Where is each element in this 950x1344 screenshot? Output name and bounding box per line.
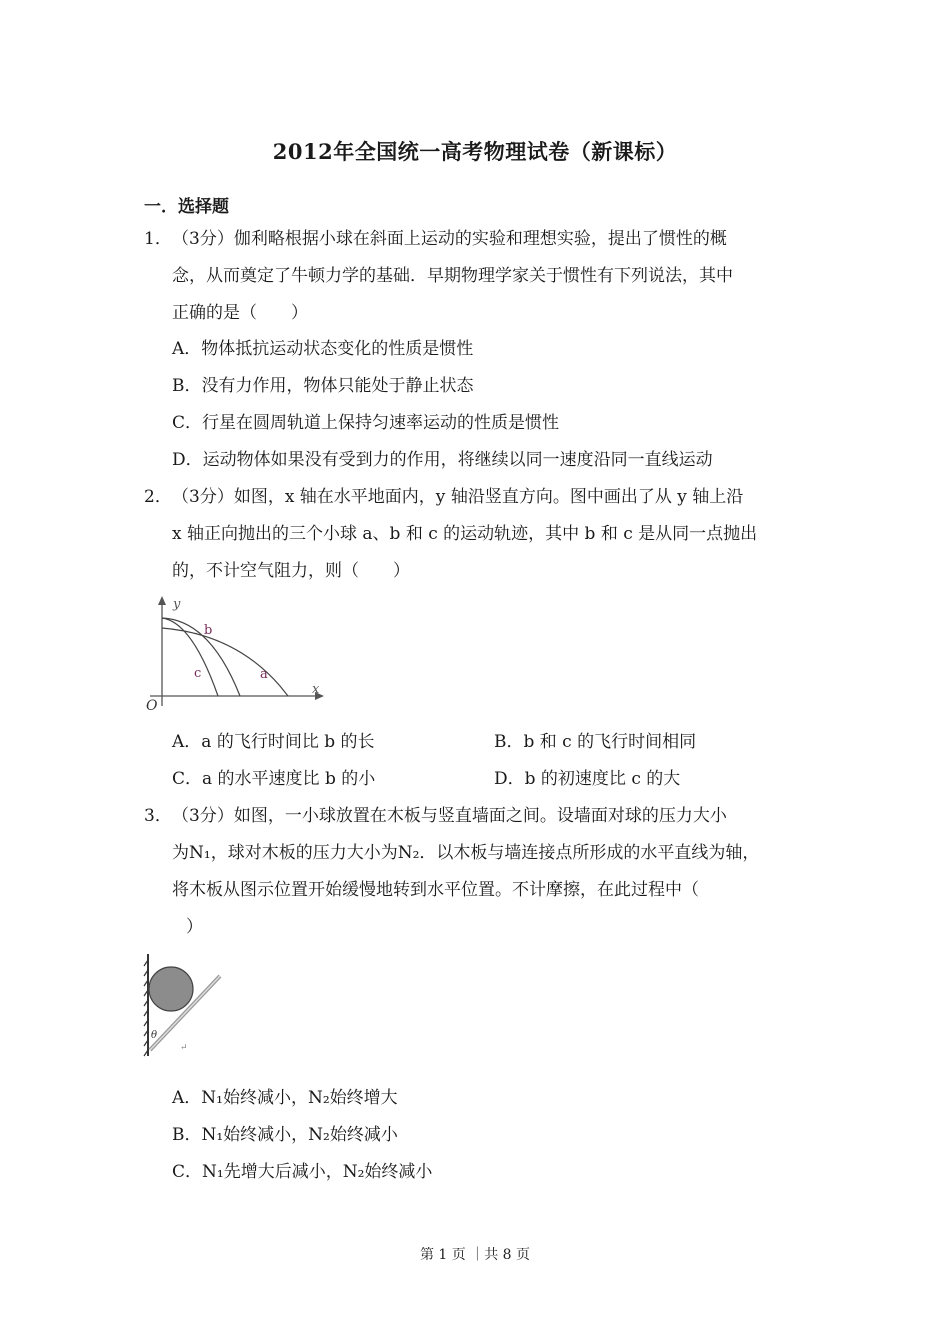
question-1-option-a: A．物体抵抗运动状态变化的性质是惯性	[172, 339, 474, 359]
projectile-trajectory-figure	[140, 594, 330, 716]
question-2-option-b: B．b 和 c 的飞行时间相同	[494, 732, 697, 752]
curve-label-b: b	[204, 623, 213, 638]
question-3-option-a: A．N₁始终减小，N₂始终增大	[172, 1088, 398, 1108]
question-1-option-b: B．没有力作用，物体只能处于静止状态	[172, 376, 474, 396]
question-1-line: （3分）伽利略根据小球在斜面上运动的实验和理想实验，提出了惯性的概	[172, 229, 727, 249]
question-1-option-c: C．行星在圆周轨道上保持匀速率运动的性质是惯性	[172, 413, 560, 433]
question-3-line: 为N₁，球对木板的压力大小为N₂．以木板与墙连接点所形成的水平直线为轴，	[172, 843, 760, 863]
question-3-line: ）	[186, 917, 203, 937]
question-2-option-a: A．a 的飞行时间比 b 的长	[172, 732, 375, 752]
question-1-number: 1．	[144, 229, 172, 249]
question-3-option-c: C．N₁先增大后减小，N₂始终减小	[172, 1162, 433, 1182]
question-1-option-d: D．运动物体如果没有受到力的作用，将继续以同一速度沿同一直线运动	[172, 450, 713, 470]
question-3-line: 将木板从图示位置开始缓慢地转到水平位置。不计摩擦，在此过程中（	[172, 880, 699, 900]
return-mark-icon: ↵	[180, 1043, 188, 1053]
question-1-line: 念，从而奠定了牛顿力学的基础．早期物理学家关于惯性有下列说法，其中	[172, 266, 733, 286]
trajectory-a	[162, 628, 288, 696]
angle-label: θ	[151, 1030, 158, 1041]
question-3-line: （3分）如图，一小球放置在木板与竖直墙面之间。设墙面对球的压力大小	[172, 806, 727, 826]
question-3-number: 3．	[144, 806, 172, 826]
page-footer: 第 1 页 ｜共 8 页	[419, 1247, 531, 1263]
section-heading: 一．选择题	[144, 197, 229, 217]
y-axis-label: y	[173, 597, 181, 612]
question-2-number: 2．	[144, 487, 172, 507]
question-2-option-c: C．a 的水平速度比 b 的小	[172, 769, 376, 789]
y-axis-arrow-icon	[158, 596, 166, 605]
origin-label: O	[146, 698, 158, 714]
question-1-line: 正确的是（ ）	[172, 303, 308, 323]
question-2-line: （3分）如图，x 轴在水平地面内，y 轴沿竖直方向。图中画出了从 y 轴上沿	[172, 487, 744, 507]
question-2-option-d: D．b 的初速度比 c 的大	[494, 769, 681, 789]
exam-title: 2012年全国统一高考物理试卷（新课标）	[272, 139, 678, 164]
ball	[149, 967, 193, 1011]
question-2-line: x 轴正向抛出的三个小球 a、b 和 c 的运动轨迹，其中 b 和 c 是从同一点抛出	[172, 524, 758, 544]
curve-label-c: c	[194, 666, 202, 681]
question-3-option-b: B．N₁始终减小，N₂始终减小	[172, 1125, 398, 1145]
ball-board-wall-figure	[140, 950, 230, 1060]
curve-label-a: a	[260, 667, 268, 682]
question-2-line: 的，不计空气阻力，则（ ）	[172, 561, 410, 581]
x-axis-label: x	[312, 682, 320, 697]
